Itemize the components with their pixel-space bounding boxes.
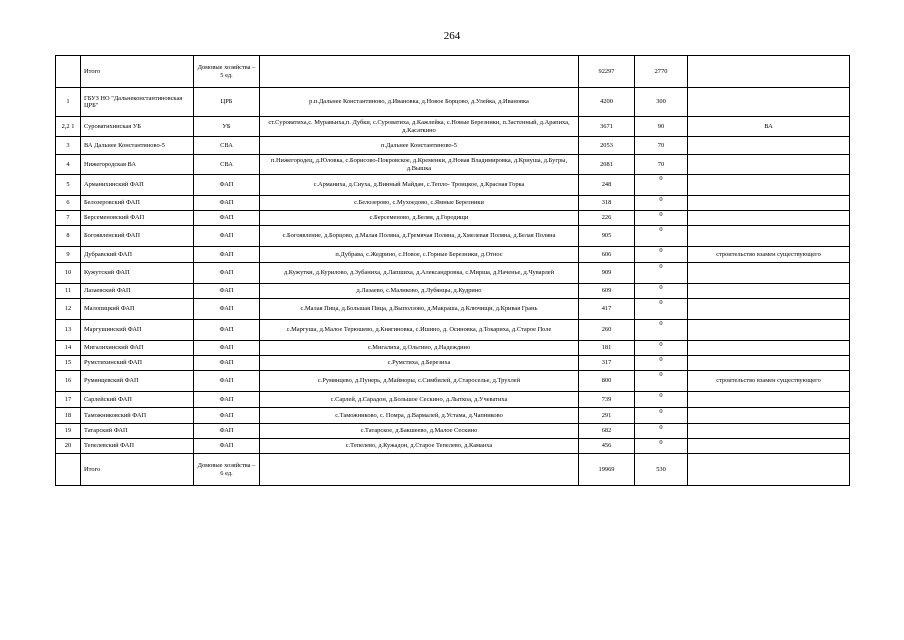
household-count: 0 (635, 284, 688, 299)
note-cell (688, 88, 850, 117)
household-count: 0 (635, 356, 688, 371)
note-cell (688, 211, 850, 226)
table-row (56, 424, 850, 439)
household-count: 0 (635, 299, 688, 320)
population-count: 92297 (579, 56, 635, 88)
household-count: 0 (635, 424, 688, 439)
facility-name: Лазаевский ФАП (81, 284, 194, 299)
facility-name: Кужутский ФАП (81, 263, 194, 284)
facility-name: Белозеровский ФАП (81, 196, 194, 211)
facility-type: ФАП (194, 226, 260, 247)
row-number: 7 (56, 211, 81, 226)
note-cell (688, 454, 850, 486)
facility-type: ФАП (194, 371, 260, 392)
facility-type: ЦРБ (194, 88, 260, 117)
table-row (56, 137, 850, 155)
total-row (56, 454, 850, 486)
service-area: с.Таможниково, с. Помра, д.Вармалей, д.Устама, д.Чапниково (260, 408, 579, 424)
row-number: 8 (56, 226, 81, 247)
population-count: 905 (579, 226, 635, 247)
facility-type: ФАП (194, 439, 260, 454)
table-row (56, 371, 850, 392)
table-row (56, 263, 850, 284)
facility-type: ФАП (194, 196, 260, 211)
population-count: 606 (579, 247, 635, 263)
row-number: 15 (56, 356, 81, 371)
service-area: с.Берсеменово, д.Беляя, д.Городищи (260, 211, 579, 226)
note-cell (688, 56, 850, 88)
service-area: д.Лазаево, с.Маликово, д.Лубянцы, д.Кудрино (260, 284, 579, 299)
table-row (56, 117, 850, 137)
population-count: 248 (579, 175, 635, 196)
note-cell (688, 299, 850, 320)
note-cell (688, 320, 850, 341)
service-area: с.Тепелево, д.Кужадон, д.Старое Тепелево, д.Каманха (260, 439, 579, 454)
facility-name: Маргушинский ФАП (81, 320, 194, 341)
row-number: 14 (56, 341, 81, 356)
note-cell (688, 137, 850, 155)
household-count: 0 (635, 211, 688, 226)
service-area: с.Мигалиха, д.Ольгино, д.Надеждино (260, 341, 579, 356)
facility-type: ФАП (194, 356, 260, 371)
household-count: 0 (635, 408, 688, 424)
facility-name: Богоявленский ФАП (81, 226, 194, 247)
population-count: 2081 (579, 155, 635, 175)
row-number: 1 (56, 88, 81, 117)
household-count: 0 (635, 226, 688, 247)
page-number: 264 (443, 30, 461, 42)
facility-type: ФАП (194, 392, 260, 408)
facility-type: ФАП (194, 175, 260, 196)
facility-type: ФАП (194, 424, 260, 439)
table-row (56, 320, 850, 341)
row-number: 5 (56, 175, 81, 196)
facility-type: ФАП (194, 211, 260, 226)
household-count: 0 (635, 263, 688, 284)
table-row (56, 226, 850, 247)
row-number: 3 (56, 137, 81, 155)
service-area: ст.Суроватиха,с. Муравьиха,п. Дубки, с.Суроватиха, д.Кажлейка, с.Новые Березники, п.Застенный, д.Арапиха, д.Касаткино (260, 117, 579, 137)
facility-name: Румянцевский ФАП (81, 371, 194, 392)
population-count: 800 (579, 371, 635, 392)
row-number: 17 (56, 392, 81, 408)
facility-name: Румстихинский ФАП (81, 356, 194, 371)
row-number: 18 (56, 408, 81, 424)
table-row (56, 211, 850, 226)
note-cell (688, 284, 850, 299)
service-area (260, 56, 579, 88)
facility-name: Итого (81, 56, 194, 88)
facility-name: ВА Дальнее Константиново-5 (81, 137, 194, 155)
row-number: 20 (56, 439, 81, 454)
population-count: 317 (579, 356, 635, 371)
service-area: с.Румянцево, д.Пунерь, д.Майморы, с.Симбилей, д.Староселье, д.Трухлей (260, 371, 579, 392)
population-count: 417 (579, 299, 635, 320)
household-count: 0 (635, 247, 688, 263)
facility-type: ФАП (194, 320, 260, 341)
service-area: с.Татарское, д.Бакшеево, д.Малое Сескино (260, 424, 579, 439)
facility-type: Домовые хозяйства – 6 ед. (194, 454, 260, 486)
row-number: 6 (56, 196, 81, 211)
population-count: 682 (579, 424, 635, 439)
household-count: 0 (635, 196, 688, 211)
population-count: 456 (579, 439, 635, 454)
row-number: 9 (56, 247, 81, 263)
facility-name: Малопицкий ФАП (81, 299, 194, 320)
total-row (56, 56, 850, 88)
population-count: 609 (579, 284, 635, 299)
population-count: 181 (579, 341, 635, 356)
facility-type: ФАП (194, 341, 260, 356)
facility-type: Домовые хозяйства – 5 ед. (194, 56, 260, 88)
household-count: 70 (635, 155, 688, 175)
row-number (56, 454, 81, 486)
note-cell: строительство взамен существующего (688, 247, 850, 263)
household-count: 0 (635, 439, 688, 454)
row-number: 12 (56, 299, 81, 320)
facility-type: ФАП (194, 299, 260, 320)
table-row (56, 284, 850, 299)
household-count: 0 (635, 320, 688, 341)
facility-type: СВА (194, 155, 260, 175)
table-row (56, 247, 850, 263)
facility-type: ФАП (194, 247, 260, 263)
household-count: 0 (635, 392, 688, 408)
note-cell (688, 341, 850, 356)
service-area: с.Богоявление, д.Борцово, д.Малая Поляна, д.Гремячая Поляна, д.Хмелевая Поляна, д.Белая Поляна (260, 226, 579, 247)
table-row (56, 408, 850, 424)
note-cell: ВА (688, 117, 850, 137)
note-cell (688, 439, 850, 454)
table-row (56, 88, 850, 117)
facility-name: Берсеменовский ФАП (81, 211, 194, 226)
service-area: п.Нижегородец, д.Юловка, с.Борисово-Покровское, д.Кременки, д.Новая Владимировка, д.Криуша, д.Бугры, д.Вышка (260, 155, 579, 175)
facility-type: ФАП (194, 408, 260, 424)
facility-name: Сарлейский ФАП (81, 392, 194, 408)
household-count: 0 (635, 175, 688, 196)
service-area: п.Дубрава, с.Жедрино, с.Новое, с.Горные Березники, д.Относ (260, 247, 579, 263)
facility-name: Итого (81, 454, 194, 486)
service-area: п.Дальнее Константиново-5 (260, 137, 579, 155)
note-cell (688, 356, 850, 371)
table-row (56, 356, 850, 371)
facility-name: Нижегородская ВА (81, 155, 194, 175)
facility-type: ФАП (194, 263, 260, 284)
service-area: д.Кужутки, д.Курилово, д.Зубаниха, д.Лапшиха, д.Александровка, с.Мирша, д.Наченье, д.Чуварлей (260, 263, 579, 284)
facility-type: ФАП (194, 284, 260, 299)
population-count: 226 (579, 211, 635, 226)
service-area: с.Румстиха, д.Березиха (260, 356, 579, 371)
facility-name: Мигалихинский ФАП (81, 341, 194, 356)
row-number: 10 (56, 263, 81, 284)
table-row (56, 155, 850, 175)
note-cell: строительство взамен существующего (688, 371, 850, 392)
table-row (56, 175, 850, 196)
facility-name: Дубравский ФАП (81, 247, 194, 263)
note-cell (688, 196, 850, 211)
facility-name: Арманихинский ФАП (81, 175, 194, 196)
service-area: р.п.Дальнее Константиново, д.Ивановка, д.Новое Борцово, д.Улейка, д.Ивановка (260, 88, 579, 117)
note-cell (688, 155, 850, 175)
household-count: 70 (635, 137, 688, 155)
service-area (260, 454, 579, 486)
row-number: 4 (56, 155, 81, 175)
row-number: 2,2 1 (56, 117, 81, 137)
note-cell (688, 392, 850, 408)
row-number: 13 (56, 320, 81, 341)
household-count: 90 (635, 117, 688, 137)
population-count: 4200 (579, 88, 635, 117)
table-row (56, 439, 850, 454)
service-area: с.Маргуша, д.Малое Терюшево, д.Княгиновка, с.Ишино, д. Осиновка, д.Токариха, д.Старое Поле (260, 320, 579, 341)
note-cell (688, 226, 850, 247)
row-number (56, 56, 81, 88)
note-cell (688, 175, 850, 196)
household-count: 300 (635, 88, 688, 117)
facilities-table (55, 55, 850, 486)
service-area: с.Арманиха, д.Сиуха, д.Винный Майдан, с.Тепло- Троицкое, д.Красная Горка (260, 175, 579, 196)
row-number: 11 (56, 284, 81, 299)
population-count: 739 (579, 392, 635, 408)
table-row (56, 341, 850, 356)
facility-type: УБ (194, 117, 260, 137)
facility-name: Таможниковский ФАП (81, 408, 194, 424)
population-count: 291 (579, 408, 635, 424)
row-number: 19 (56, 424, 81, 439)
note-cell (688, 408, 850, 424)
facility-name: Суроватихинская УБ (81, 117, 194, 137)
population-count: 3671 (579, 117, 635, 137)
table-body (56, 56, 850, 486)
service-area: с.Сарлей, д.Сарадон, д.Большое Сескино, д.Лыткоа, д.Учеватиха (260, 392, 579, 408)
table-row (56, 392, 850, 408)
facility-type: СВА (194, 137, 260, 155)
population-count: 19969 (579, 454, 635, 486)
note-cell (688, 424, 850, 439)
facility-name: Тепелевский ФАП (81, 439, 194, 454)
household-count: 0 (635, 341, 688, 356)
table-row (56, 299, 850, 320)
facility-name: ГБУЗ НО "Дальнеконстантиновская ЦРБ" (81, 88, 194, 117)
service-area: с.Белозерово, с.Мухоедово, с.Ямные Березники (260, 196, 579, 211)
household-count: 0 (635, 371, 688, 392)
facility-name: Татарский ФАП (81, 424, 194, 439)
row-number: 16 (56, 371, 81, 392)
population-count: 2053 (579, 137, 635, 155)
population-count: 318 (579, 196, 635, 211)
table-row (56, 196, 850, 211)
note-cell (688, 263, 850, 284)
household-count: 530 (635, 454, 688, 486)
service-area: с.Малая Пица, д.Большая Пица, д.Выползово, д.Макраша, д.Ключищи, д.Кривая Грань (260, 299, 579, 320)
population-count: 260 (579, 320, 635, 341)
household-count: 2770 (635, 56, 688, 88)
population-count: 909 (579, 263, 635, 284)
